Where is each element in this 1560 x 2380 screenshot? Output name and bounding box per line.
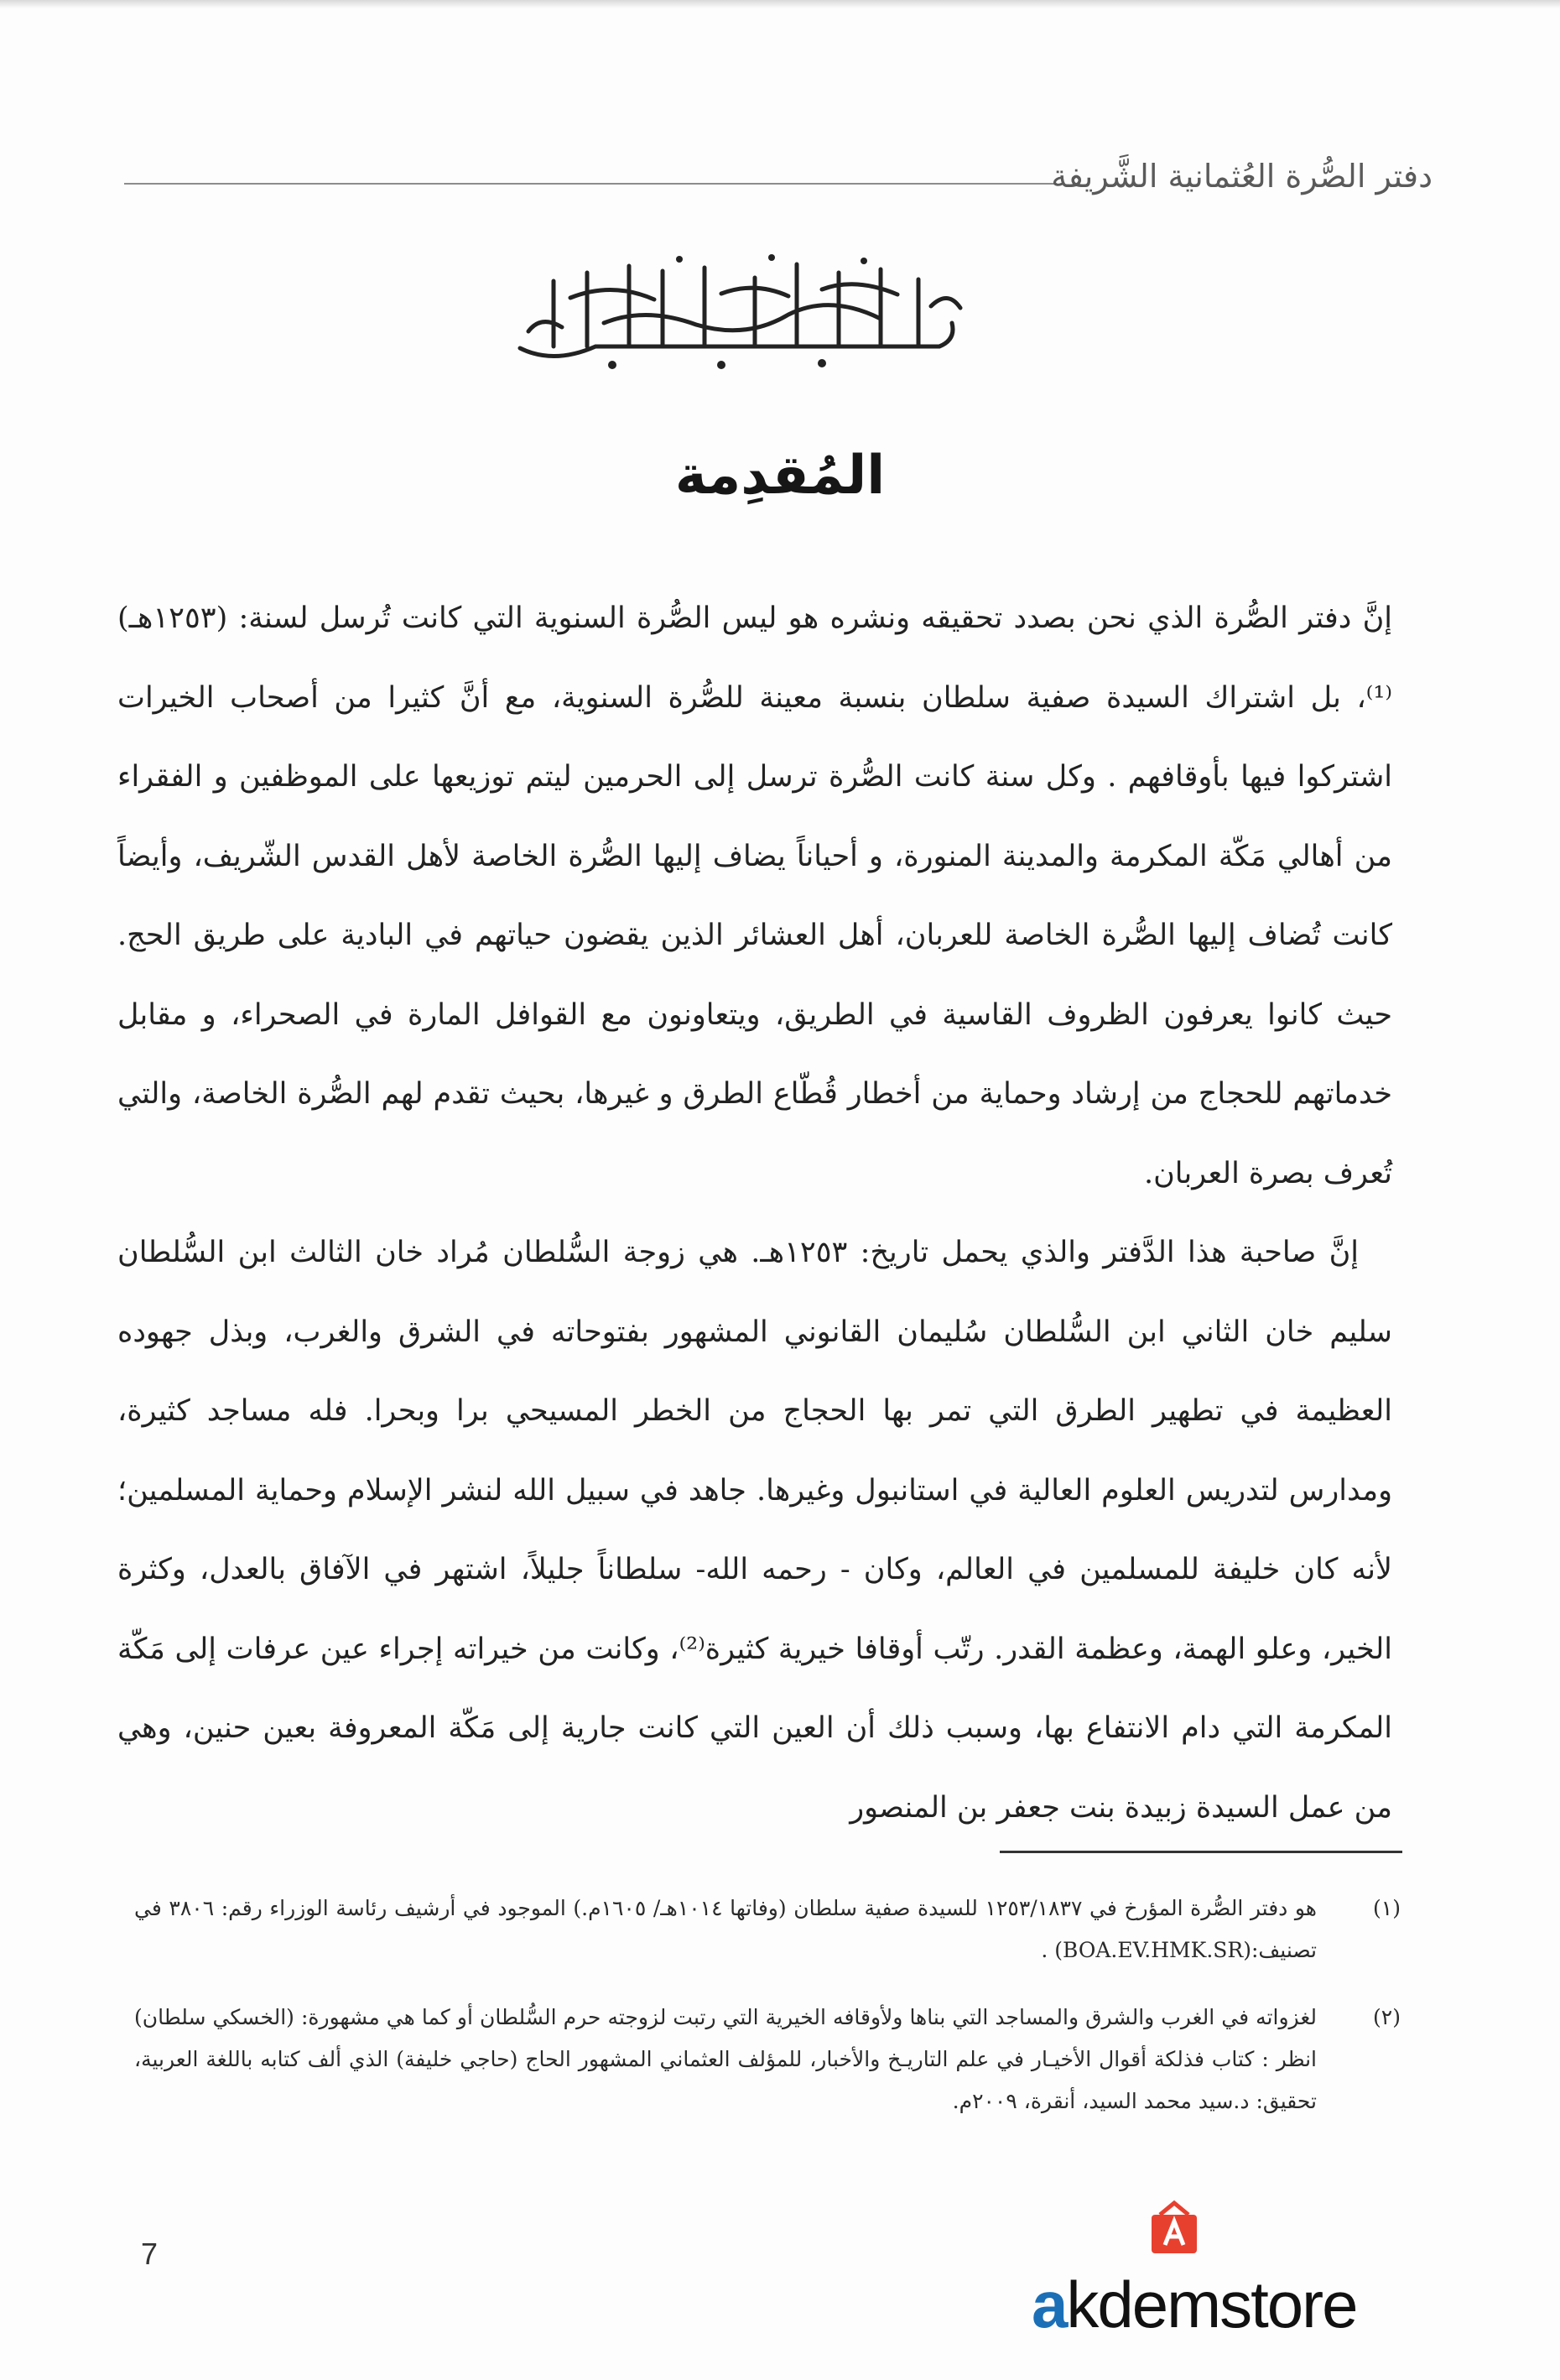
footnote-text: لغزواته في الغرب والشرق والمساجد التي بناها ولأوقافه الخيرية التي رتبت لزوجته حرم السُّلطان أو كما هي مشهورة: (الخسكي سلطان) انظر : كتاب فذلكة أقوال الأخيـار في علم التاريـخ والأخبار، للمؤلف العثماني المشهور الحاج (حاجي خليفة) الذي ألف كتابه باللغة العربية، تحقيق: د.سيد محمد السيد، أنقرة، ٢٠٠٩م. — [134, 2005, 1317, 2113]
logo-letter-a: a — [1032, 2268, 1067, 2341]
running-head — [124, 158, 1433, 200]
book-a-icon — [1145, 2200, 1204, 2258]
page-top-edge — [0, 0, 1560, 8]
footnote — [134, 1888, 1401, 1971]
footnote — [134, 1997, 1401, 2122]
logo-letters: kdemstore — [1066, 2268, 1357, 2341]
footnote-number: (١) — [1373, 1896, 1401, 1920]
logo-text — [1032, 2267, 1357, 2343]
running-head-title: دفتر الصُّرة العُثمانية الشَّريفة — [1051, 158, 1433, 195]
footnote-separator — [1000, 1851, 1402, 1853]
body-text — [117, 579, 1392, 1847]
basmala-calligraphy — [503, 247, 973, 382]
footnotes — [134, 1888, 1401, 2148]
chapter-title: المُقدِمة — [674, 445, 886, 507]
page-number: 7 — [141, 2237, 159, 2271]
paragraph: إنَّ صاحبة هذا الدَّفتر والذي يحمل تاريخ: ١٢٥٣هـ. هي زوجة السُّلطان مُراد خان الثالث ابن السُّلطان سليم خان الثاني ابن السُّلطان سُليمان القانوني المشهور بفتوحاته في الشرق والغرب، وبذل جهوده العظيمة في تطهير الطرق التي تمر بها الحجاج من الخطر المسيحي برا وبحرا. فله مساجد كثيرة، ومدارس لتدريس العلوم العالية في استانبول وغيرها. جاهد في سبيل الله لنشر الإسلام وحماية المسلمين؛ لأنه كان خليفة للمسلمين في العالم، وكان - رحمه الله- سلطاناً جليلاً، اشتهر في الآفاق بالعدل، وكثرة الخير، وعلو الهمة، وعظمة القدر. رتّب أوقافا خيرية كثيرة⁽²⁾، وكانت من خيراته إجراء عين عرفات إلى مَكّة المكرمة التي دام الانتفاع بها، وسبب ذلك أن العين التي كانت جارية إلى مَكّة المعروفة بعين حنين، وهي من عمل السيدة زبيدة بنت جعفر بن المنصور — [117, 1236, 1393, 1825]
footnote-text: هو دفتر الصُّرة المؤرخ في ١٢٥٣/١٨٣٧ للسيدة صفية سلطان (وفاتها ١٠١٤هـ/ ١٦٠٥م.) الموجود في أرشيف رئاسة الوزراء رقم: ٣٨٠٦ في تصنيف:(BOA.EV.HMK.SR) . — [134, 1896, 1317, 1962]
akdemstore-logo — [1032, 2198, 1384, 2341]
paragraph: إنَّ دفتر الصُّرة الذي نحن بصدد تحقيقه ونشره هو ليس الصُّرة السنوية التي كانت تُرسل لسنة: (١٢٥٣هـ)⁽¹⁾، بل اشتراك السيدة صفية سلطان بنسبة معينة للصُّرة السنوية، مع أنَّ كثيرا من أصحاب الخيرات اشتركوا فيها بأوقافهم . وكل سنة كانت الصُّرة ترسل إلى الحرمين ليتم توزيعها على الموظفين و الفقراء من أهالي مَكّة المكرمة والمدينة المنورة، و أحياناً يضاف إليها الصُّرة الخاصة لأهل القدس الشّريف، وأيضاً كانت تُضاف إليها الصُّرة الخاصة للعربان، أهل العشائر الذين يقضون حياتهم في البادية على طريق الحج. حيث كانوا يعرفون الظروف القاسية في الطريق، ويتعاونون مع القوافل المارة في الصحراء، و مقابل خدماتهم للحجاج من إرشاد وحماية من أخطار قُطّاع الطرق و غيرها، بحيث تقدم لهم الصُّرة الخاصة، والتي تُعرف بصرة العربان. — [117, 602, 1392, 1190]
footnote-number: (٢) — [1373, 2005, 1401, 2029]
running-head-rule — [124, 183, 1055, 185]
